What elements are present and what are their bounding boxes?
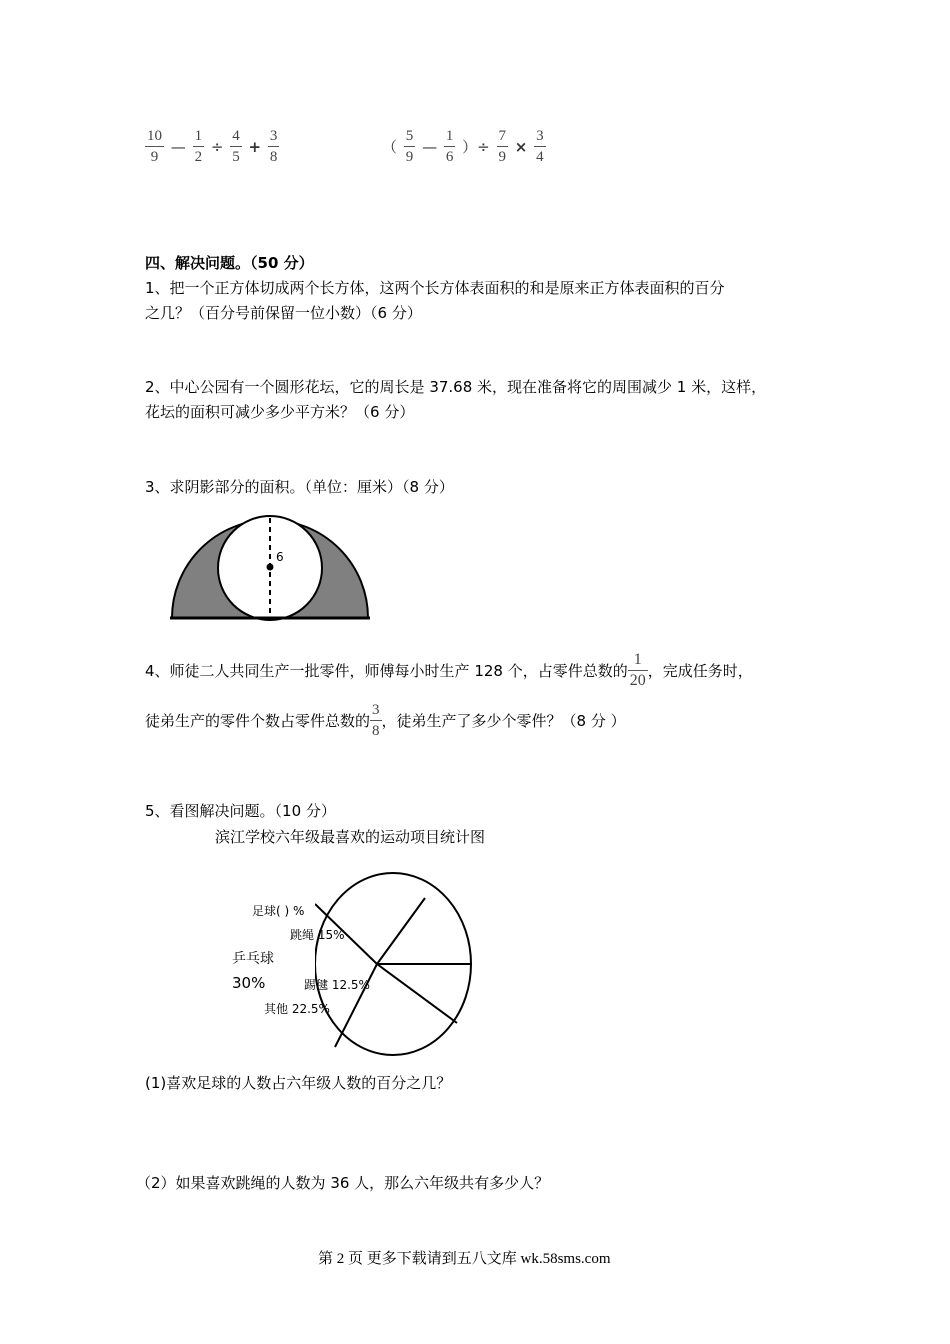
shaded-area-figure (165, 510, 375, 625)
center-dot (267, 564, 274, 571)
question-2-line-2: 花坛的面积可减少多少平方米？（6 分） (145, 403, 415, 421)
fraction: $\frac{1}{6}$ (445, 128, 454, 165)
question-5-sub-1: (1)喜欢足球的人数占六年级人数的百分之几？ (145, 1074, 452, 1092)
fraction: $\frac{10}{9}$ (147, 128, 162, 165)
fraction: $\frac{7}{9}$ (498, 128, 506, 165)
right-paren-divide: ）÷ (462, 138, 490, 156)
question-4-line-1: 4、师徒二人共同生产一批零件，师傅每小时生产 128 个，占零件总数的 $\frac{1}{20}$ ，完成任务时， (145, 651, 753, 689)
fraction: $\frac{1}{2}$ (194, 128, 203, 165)
multiply-sign: × (514, 137, 528, 156)
question-4-line-2: 徒弟生产的零件个数占零件总数的 $\frac{3}{8}$ ，徒弟生产了多少个零件？（8 分 ） (145, 702, 626, 739)
expression-1 (145, 128, 279, 165)
chart-title: 滨江学校六年级最喜欢的运动项目统计图 (215, 828, 486, 846)
fraction: $\frac{3}{4}$ (536, 128, 544, 165)
fraction: $\frac{4}{5}$ (232, 128, 240, 165)
left-paren: （ (382, 138, 398, 156)
pie-label-ping-pong: 乒乓球 (232, 951, 274, 967)
question-2-line-1: 2、中心公园有一个圆形花坛，它的周长是 37.68 米，现在准备将它的周围减少 1 米，这样， (145, 378, 767, 396)
pie-slice-divider-2 (377, 898, 425, 964)
fraction: $\frac{3}{8}$ (269, 128, 278, 165)
question-5-line-1: 5、看图解决问题。（10 分） (145, 802, 336, 820)
minus-sign: — (422, 137, 438, 156)
question-5-sub-2: （2）如果喜欢跳绳的人数为 36 人，那么六年级共有多少人？ (136, 1174, 550, 1192)
pie-label-football: 足球( ) % (252, 904, 305, 918)
fraction: $\frac{5}{9}$ (405, 128, 414, 165)
pie-slice-divider-4 (377, 964, 457, 1023)
pie-chart (315, 868, 475, 1058)
diameter-label: 6 (276, 550, 284, 564)
section-title: 四、解决问题。（50 分） (145, 254, 314, 272)
divide-sign: ÷ (210, 137, 224, 156)
question-3-line-1: 3、求阴影部分的面积。（单位：厘米）（8 分） (145, 478, 454, 496)
fraction: $\frac{1}{20}$ (629, 651, 646, 689)
plus-sign: + (248, 137, 262, 156)
page-footer: 第 2 页 更多下载请到五八文库 wk.58sms.com (318, 1251, 611, 1267)
expression-2 (380, 128, 546, 165)
pie-label-other: 其他 22.5% (264, 1002, 330, 1016)
minus-sign: — (170, 137, 186, 156)
pie-label-jump-rope: 跳绳 15% (290, 928, 345, 942)
pie-label-ping-pong-percent: 30% (232, 974, 266, 992)
question-1-line-1: 1、把一个正方体切成两个长方体，这两个长方体表面积的和是原来正方体表面积的百分 (145, 279, 725, 297)
pie-label-shuttlecock: 踢毽 12.5% (304, 978, 370, 992)
question-1-line-2: 之几？（百分号前保留一位小数）（6 分） (145, 304, 422, 322)
fraction: $\frac{3}{8}$ (372, 702, 380, 739)
